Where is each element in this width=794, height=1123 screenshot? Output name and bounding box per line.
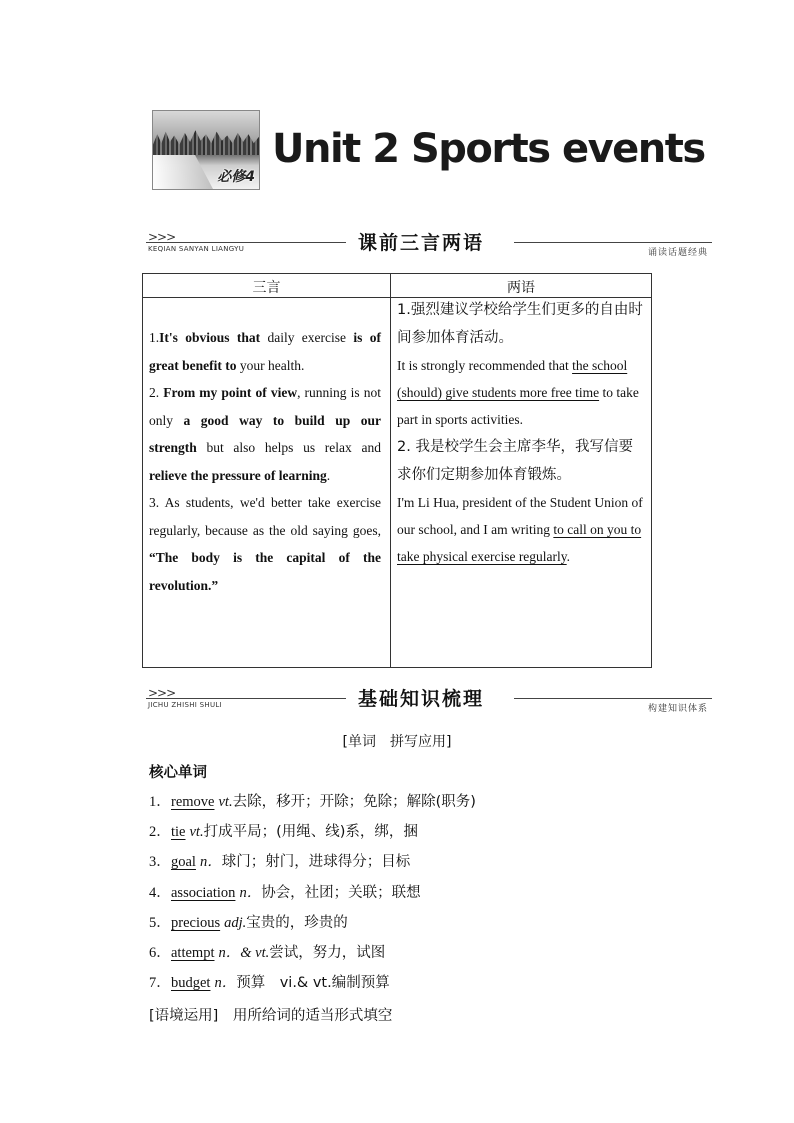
unit-cover-thumbnail — [152, 110, 260, 190]
vocab-item — [149, 941, 476, 971]
vocab-word: budget — [171, 975, 211, 992]
divider — [146, 242, 346, 243]
sentence-answer: I'm Li Hua, president of the Student Union of our school, and I am writing to call on you to take physical exercise regularly. — [397, 495, 643, 564]
table-cell-sentences — [397, 296, 645, 570]
sentence-prompt: 2. 我是校学生会主席李华，我写信要求你们定期参加体育锻炼。 — [397, 439, 633, 483]
vocab-meaning: 预算 vi.& vt.编制预算 — [236, 975, 390, 992]
vocab-section-tag: [单词 拼写应用] — [342, 734, 452, 750]
table-cell-phrases — [149, 324, 381, 599]
triple-arrow-icon: >>> — [148, 686, 176, 700]
vocab-meaning: 尝试，努力，试图 — [269, 944, 386, 961]
waterfall-graphic — [153, 155, 213, 189]
vocab-number: 3． — [149, 854, 171, 871]
section-subtitle: 构建知识体系 — [647, 704, 708, 714]
forest-graphic — [153, 129, 259, 155]
phrase-item: 2. From my point of view, running is not only a good way to build up our strength but also helps us relax and relieve the pressure of learning. — [149, 385, 381, 483]
vocab-pos: n． — [214, 975, 237, 992]
vocab-item — [149, 790, 476, 820]
vocab-word: tie — [171, 824, 186, 841]
triple-arrow-icon: >>> — [148, 230, 176, 244]
section-subtitle: 诵读话题经典 — [647, 248, 708, 258]
vocab-item — [149, 881, 476, 911]
vocab-pos: vt. — [218, 794, 233, 810]
sentence-answer: It is strongly recommended that the school (should) give students more free time to take part in sports activities. — [397, 358, 639, 427]
phrase-item: 1.It's obvious that daily exercise is of great benefit to your health. — [149, 330, 381, 373]
section-header-knowledge — [146, 686, 712, 720]
sentence-prompt: 1.强烈建议学校给学生们更多的自由时间参加体育活动。 — [397, 302, 643, 346]
vocab-pos: n． — [199, 854, 222, 871]
vocab-pos: n． — [239, 884, 262, 901]
table-divider — [390, 274, 391, 667]
section-header-preview — [146, 230, 712, 264]
vocab-number: 6． — [149, 944, 171, 961]
divider — [514, 698, 712, 699]
vocab-meaning: 去除，移开；开除；免除；解除(职务) — [232, 794, 476, 810]
section-pinyin: KEQIAN SANYAN LIANGYU — [148, 245, 245, 253]
vocab-number: 2． — [149, 824, 171, 841]
vocab-item — [149, 911, 476, 941]
divider — [146, 698, 346, 699]
vocab-word: goal — [171, 854, 196, 871]
table-header-right: 两语 — [507, 280, 535, 296]
vocab-word: remove — [171, 794, 215, 810]
section-heading: 课前三言两语 — [358, 232, 485, 254]
divider — [514, 242, 712, 243]
vocab-word: precious — [171, 914, 221, 931]
vocab-item — [149, 820, 476, 850]
vocab-number: 7． — [149, 975, 171, 992]
book-tag: 必修4 — [217, 169, 255, 185]
section-heading: 基础知识梳理 — [358, 688, 485, 710]
vocab-number: 4． — [149, 884, 171, 901]
core-words-label: 核心单词 — [149, 765, 207, 781]
context-exercise-label: [语境运用] 用所给词的适当形式填空 — [149, 1008, 393, 1024]
vocab-meaning: 宝贵的，珍贵的 — [246, 914, 348, 931]
vocab-pos: vt. — [189, 824, 204, 841]
vocab-number: 5． — [149, 914, 171, 931]
vocab-item — [149, 850, 476, 880]
unit-title: Unit 2 Sports events — [272, 126, 705, 172]
vocab-meaning: 协会，社团；关联；联想 — [261, 884, 421, 901]
vocab-word: association — [171, 884, 236, 901]
vocab-number: 1． — [149, 794, 171, 810]
vocab-item — [149, 971, 476, 1001]
vocab-word: attempt — [171, 944, 215, 961]
vocab-pos: n．& vt. — [218, 944, 270, 961]
vocab-meaning: 打成平局；(用绳、线)系，绑，捆 — [203, 824, 418, 841]
vocab-meaning: 球门；射门，进球得分；目标 — [221, 854, 411, 871]
vocab-list — [149, 790, 476, 1001]
table-header-left: 三言 — [252, 280, 281, 296]
vocab-pos: adj. — [224, 914, 247, 931]
phrase-item: 3. As students, we'd better take exercise regularly, because as the old saying goes, “The body is the capital of the revolution.” — [149, 495, 381, 593]
section-pinyin: JICHU ZHISHI SHULI — [148, 701, 222, 709]
phrases-table — [142, 273, 652, 668]
